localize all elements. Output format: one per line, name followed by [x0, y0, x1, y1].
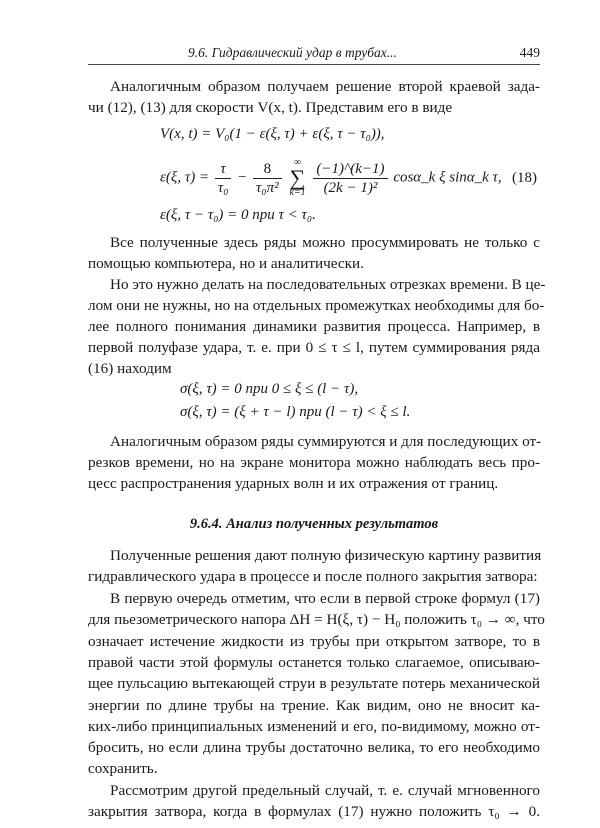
epsilon-lhs: ε(ξ, τ) = — [160, 169, 210, 186]
text-line: Полученные решения дают полную физическую картину развития — [110, 547, 542, 564]
text-line: бросить, но если длина трубы достаточно велика, то его необходимо — [88, 739, 540, 756]
formula-sigma-1: σ(ξ, τ) = 0 при 0 ≤ ξ ≤ (l − τ), — [180, 381, 359, 397]
minus-sign: − — [237, 169, 248, 186]
text-line: энергии по длине трубы на трение. Как видим, оно не вносит ка- — [88, 697, 540, 714]
text-line: В первую очередь отметим, что если в первой строке формул (17) — [110, 590, 540, 607]
fraction-denominator: τ₀π² — [256, 179, 279, 196]
sum-lower-limit: k=1 — [289, 187, 306, 198]
text-line: гидравлического удара в процессе и после полного закрытия затвора: — [88, 568, 538, 585]
text-line: резков времени, но на экране монитора можно наблюдать весь про- — [88, 454, 540, 471]
fraction-denominator: (2k − 1)² — [323, 179, 378, 196]
formula-velocity: V(x, t) = V₀(1 − ε(ξ, τ) + ε(ξ, τ − τ₀)), — [160, 126, 385, 142]
formula-epsilon — [160, 158, 502, 198]
text-line: закрытия затвора, когда в формулах (17) нужно положить τ₀ → 0. — [88, 803, 540, 820]
summation — [289, 158, 305, 198]
fraction-numerator: (−1)^(k−1) — [313, 160, 387, 179]
text-line: сохранить. — [88, 760, 158, 777]
formula-sigma-2: σ(ξ, τ) = (ξ + τ − l) при (l − τ) < ξ ≤ l. — [180, 404, 411, 420]
sum-upper-limit: ∞ — [293, 157, 302, 168]
text-line: помощью компьютера, но и аналитически. — [88, 255, 364, 272]
text-line: лее полного понимания динамики развития процесса. Например, в — [88, 318, 540, 335]
text-line: для пьезометрического напора ΔH = H(ξ, τ) − H₀ положить τ₀ → ∞, что — [88, 611, 545, 628]
text-line: Все полученные здесь ряды можно просуммировать не только с — [110, 234, 540, 251]
fraction-tau — [215, 160, 232, 197]
text-line: означает истечение жидкости из трубы при открытом затворе, то в — [88, 633, 540, 650]
text-line: ких-либо принципиальных изменений и его, по-видимому, можно от- — [88, 718, 540, 735]
fraction-numerator: 8 — [253, 160, 282, 179]
running-header — [88, 43, 540, 63]
text-line: чи (12), (13) для скорости V(x, t). Представим его в виде — [88, 99, 453, 116]
fraction-denominator: τ₀ — [217, 179, 229, 196]
section-title: 9.6.4. Анализ полученных результатов — [189, 516, 439, 532]
text-line: первой полуфазе удара, т. е. при 0 ≤ τ ≤ l, путем суммирования ряда — [88, 339, 540, 356]
text-line: Аналогичным образом получаем решение второй краевой зада- — [110, 78, 540, 95]
text-line: (16) находим — [88, 360, 172, 377]
text-line: Но это нужно делать на последовательных отрезках времени. В це- — [110, 276, 546, 293]
text-line: лом они не нужны, но на отдельных промежутках необходимы для бо- — [88, 297, 545, 314]
fraction-coefficient — [253, 160, 282, 197]
text-line: щее пульсацию вытекающей струи в результате потерь механической — [88, 675, 540, 692]
text-line: правой части этой формулы останется только слагаемое, описываю- — [88, 654, 540, 671]
formula-epsilon-zero: ε(ξ, τ − τ₀) = 0 при τ < τ₀. — [160, 207, 316, 223]
header-rule — [88, 64, 540, 65]
text-line: Рассмотрим другой предельный случай, т. е. случай мгновенного — [110, 782, 540, 799]
equation-number: (18) — [512, 170, 537, 186]
text-line: Аналогичным образом ряды суммируются и для последующих от- — [110, 433, 542, 450]
sum-sign: ∑ — [289, 165, 306, 190]
fraction-series-term — [313, 160, 387, 197]
running-title: 9.6. Гидравлический удар в трубах... — [188, 45, 397, 60]
page-number: 449 — [519, 45, 540, 60]
series-tail: cosα_k ξ sinα_k τ, — [393, 169, 502, 186]
text-line: цесс распространения ударных волн и их отражения от границ. — [88, 475, 499, 492]
fraction-numerator: τ — [215, 160, 232, 179]
